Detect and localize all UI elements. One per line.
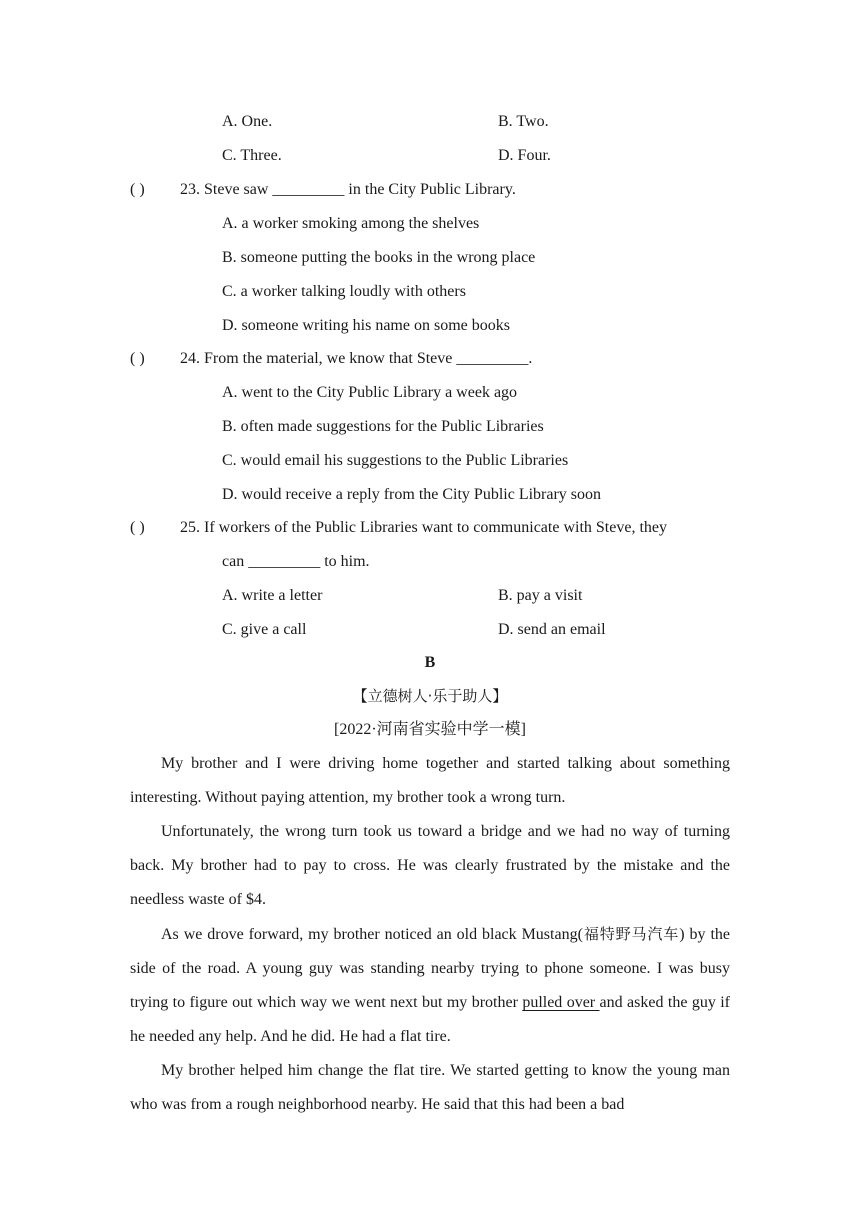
q23-answer-paren: ( ) [130, 181, 145, 198]
passage-p3-part-c: and asked the guy if he needed any help. And he did. He had a flat tire. [130, 994, 731, 1045]
passage-paragraph-3 [130, 917, 730, 1054]
passage-paragraph-2: Unfortunately, the wrong turn took us toward a bridge and we had no way of turning back. My brother had to pay to cross. He was clearly frustrated by the mistake and the needless waste of $4. [130, 823, 730, 908]
passage-p3-part-a: As we drove forward, my brother noticed an old black Mustang( [161, 926, 583, 943]
q25-stem: 25. If workers of the Public Libraries want to communicate with Steve, they [180, 519, 667, 536]
q24-answer-paren: ( ) [130, 350, 145, 367]
q22-option-b: B. Two. [498, 113, 549, 130]
q24-option-d: D. would receive a reply from the City Public Library soon [222, 486, 602, 503]
q24-option-c: C. would email his suggestions to the Public Libraries [222, 452, 569, 469]
q23-option-b: B. someone putting the books in the wrong place [222, 249, 536, 266]
q22-option-c: C. Three. [222, 147, 282, 164]
section-source: [2022·河南省实验中学一模] [334, 721, 526, 738]
q25-stem-continued: can _________ to him. [222, 553, 370, 570]
q25-option-d: D. send an email [498, 621, 606, 638]
q23-option-d: D. someone writing his name on some books [222, 317, 510, 334]
passage-p3-chinese-gloss: 福特野马汽车 [582, 925, 680, 943]
q24-stem: 24. From the material, we know that Steve _________. [180, 350, 533, 367]
passage-p3-underlined-phrase: pulled over [522, 994, 600, 1011]
passage-p3-part-b: ) by the side of the road. A young guy was standing nearby trying to phone someone. I was busy trying to figure out which way we went next but my brother [130, 926, 730, 1011]
q22-option-d: D. Four. [498, 147, 551, 164]
q23-option-a: A. a worker smoking among the shelves [222, 215, 480, 232]
q23-stem: 23. Steve saw _________ in the City Public Library. [180, 181, 516, 198]
reading-passage [130, 747, 730, 1122]
q22-option-a: A. One. [222, 113, 273, 130]
q25-option-b: B. pay a visit [498, 587, 583, 604]
q25-option-a: A. write a letter [222, 587, 323, 604]
q23-option-c: C. a worker talking loudly with others [222, 283, 466, 300]
q24-option-b: B. often made suggestions for the Public Libraries [222, 418, 544, 435]
passage-paragraph-4: My brother helped him change the flat tire. We started getting to know the young man who was from a rough neighborhood nearby. He said that this had been a bad [130, 1062, 730, 1113]
q25-answer-paren: ( ) [130, 519, 145, 536]
passage-paragraph-1: My brother and I were driving home together and started talking about something interesting. Without paying attention, my brother took a wrong turn. [130, 755, 730, 806]
q25-option-c: C. give a call [222, 621, 307, 638]
q24-option-a: A. went to the City Public Library a week ago [222, 384, 518, 401]
section-letter: B [424, 654, 436, 671]
section-theme: 【立德树人·乐于助人】 [352, 687, 508, 705]
